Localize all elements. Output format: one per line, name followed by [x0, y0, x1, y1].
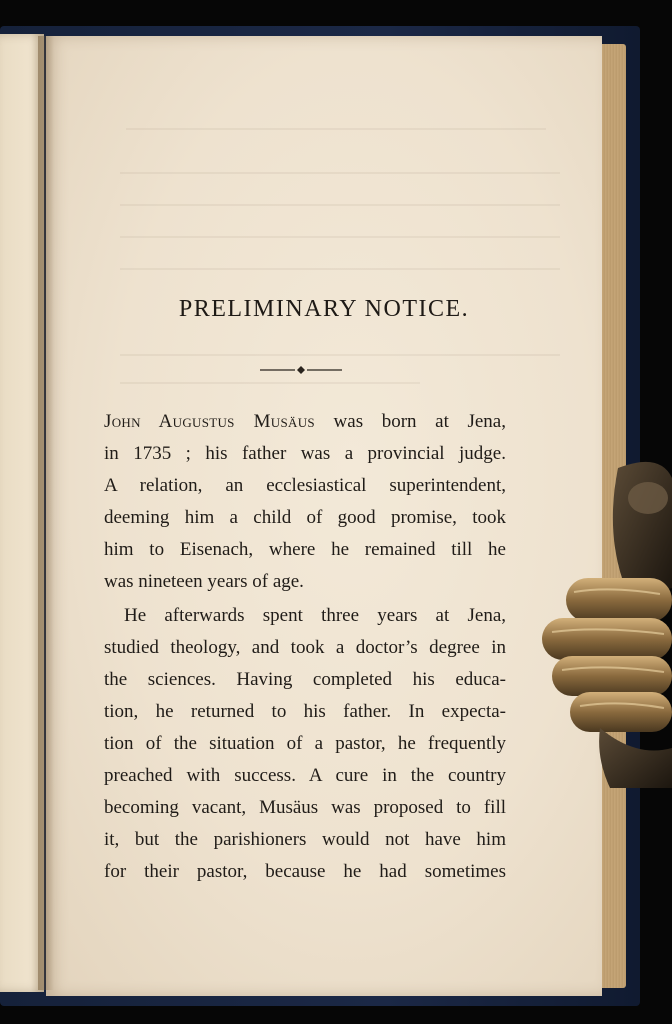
show-through-line — [120, 382, 420, 384]
text-line: in 1735 ; his father was a provincial judge. — [104, 443, 506, 464]
show-through-line — [120, 204, 560, 206]
text-line: studied theology, and took a doctor’s degree in — [104, 637, 506, 658]
text-line: He afterwards spent three years at Jena, — [124, 605, 506, 626]
text-line: deeming him a child of good promise, took — [104, 507, 506, 528]
text-line: John Augustus Musäus was born at Jena, — [104, 411, 506, 432]
text-line: becoming vacant, Musäus was proposed to fill — [104, 797, 506, 818]
show-through-line — [120, 268, 560, 270]
text-line: it, but the parishioners would not have him — [104, 829, 506, 850]
author-name: John Augustus Musäus — [104, 411, 315, 432]
show-through-line — [120, 172, 560, 174]
text-line: tion of the situation of a pastor, he frequently — [104, 733, 506, 754]
show-through-line — [120, 236, 560, 238]
hand-clasp-icon — [540, 458, 672, 788]
text-line: preached with success. A cure in the country — [104, 765, 506, 786]
text-line: tion, he returned to his father. In expecta- — [104, 701, 506, 722]
text-line: for their pastor, because he had sometimes — [104, 861, 506, 882]
text-line: the sciences. Having completed his educa- — [104, 669, 506, 690]
title-ornament — [258, 362, 344, 378]
book-gutter — [38, 36, 54, 990]
text-line: him to Eisenach, where he remained till he — [104, 539, 506, 560]
text-line: was nineteen years of age. — [104, 571, 304, 592]
page-title: PRELIMINARY NOTICE. — [178, 296, 470, 322]
show-through-line — [120, 354, 560, 356]
body-text — [104, 406, 506, 888]
show-through-line — [126, 128, 546, 130]
text-line: A relation, an ecclesiastical superintendent, — [104, 475, 506, 496]
